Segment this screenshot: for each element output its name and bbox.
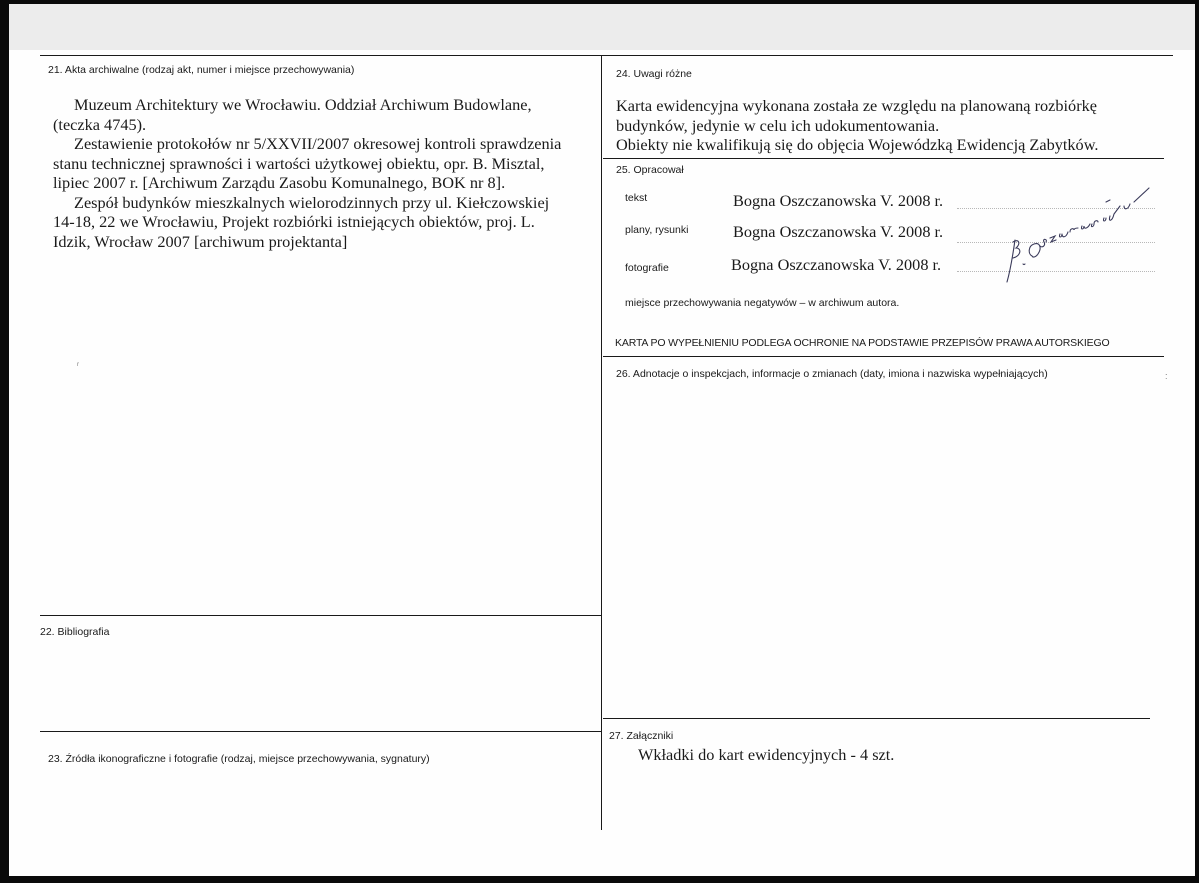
negatives-location: miejsce przechowywania negatywów – w archiwum autora. bbox=[625, 297, 900, 309]
rule-center bbox=[601, 55, 602, 830]
attachments-text: Wkładki do kart ewidencyjnych - 4 szt. bbox=[638, 745, 895, 764]
section-22-label: 22. Bibliografia bbox=[40, 626, 110, 638]
archive-entry-3-line1: Zespół budynków mieszkalnych wielorodzinnych przy ul. Kiełczowskiej bbox=[74, 192, 550, 212]
rule-25-top bbox=[603, 158, 1164, 159]
author-row-photos-label: fotografie bbox=[625, 262, 669, 274]
section-27-label: 27. Załączniki bbox=[609, 730, 674, 742]
archive-entry-1-line1: Muzeum Architektury we Wrocławiu. Oddział Archiwum Budowlane, bbox=[74, 95, 532, 114]
rule-26-top bbox=[603, 356, 1164, 357]
author-row-text-label: tekst bbox=[625, 192, 648, 204]
scan-speck: ʳ bbox=[77, 360, 80, 370]
rule-23-top bbox=[40, 731, 601, 732]
archive-entry-3-rest: Idzik, Wrocław 2007 [archiwum projektanta] bbox=[53, 231, 348, 251]
section-25-label: 25. Opracował bbox=[616, 164, 684, 176]
remarks-line-3: Obiekty nie kwalifikują się do objęcia Wojewódzką Ewidencją Zabytków. bbox=[616, 135, 1099, 154]
section-23-label: 23. Źródła ikonograficzne i fotografie (rodzaj, miejsce przechowywania, sygnatury) bbox=[48, 753, 430, 765]
remarks-line-1: Karta ewidencyjna wykonana została ze względu na planowaną rozbiórkę bbox=[616, 96, 1097, 115]
archive-entry-2-line2: stanu technicznej sprawności i wartości użytkowej obiektu, opr. B. Misztal, bbox=[53, 153, 545, 173]
section-21-label: 21. Akta archiwalne (rodzaj akt, numer i miejsce przechowywania) bbox=[48, 64, 355, 76]
archival-records-text bbox=[53, 95, 584, 251]
author-row-text-value: Bogna Oszczanowska V. 2008 r. bbox=[733, 191, 944, 210]
copyright-notice: KARTA PO WYPEŁNIENIU PODLEGA OCHRONIE NA PODSTAWIE PRZEPISÓW PRAWA AUTORSKIEGO bbox=[615, 337, 1110, 349]
archive-entry-2-line1: Zestawienie protokołów nr 5/XXVII/2007 okresowej kontroli sprawdzenia bbox=[74, 134, 562, 153]
section-24-label: 24. Uwagi różne bbox=[616, 68, 692, 80]
archive-entry-3-line2: 14-18, 22 we Wrocławiu, Projekt rozbiórki istniejących obiektów, proj. L. bbox=[53, 212, 535, 231]
remarks-text bbox=[616, 96, 1167, 155]
section-26-label: 26. Adnotacje o inspekcjach, informacje o zmianach (daty, imiona i nazwiska wypełniających) bbox=[616, 368, 1048, 380]
archive-entry-1-rest: (teczka 4745). bbox=[53, 114, 147, 134]
scan-speck: : bbox=[1165, 371, 1168, 381]
author-row-plans-value: Bogna Oszczanowska V. 2008 r. bbox=[733, 222, 944, 241]
record-card bbox=[9, 4, 1195, 876]
rule-22-top bbox=[40, 615, 601, 616]
rule-27-top bbox=[603, 718, 1150, 719]
handwritten-signature bbox=[994, 184, 1159, 297]
rule-top bbox=[40, 55, 1173, 56]
archive-entry-2-rest: lipiec 2007 r. [Archiwum Zarządu Zasobu Komunalnego, BOK nr 8]. bbox=[53, 173, 506, 192]
author-row-photos-value: Bogna Oszczanowska V. 2008 r. bbox=[731, 255, 942, 274]
remarks-line-2: budynków, jedynie w celu ich udokumentowania. bbox=[616, 115, 940, 135]
author-row-plans-label: plany, rysunki bbox=[625, 224, 689, 236]
